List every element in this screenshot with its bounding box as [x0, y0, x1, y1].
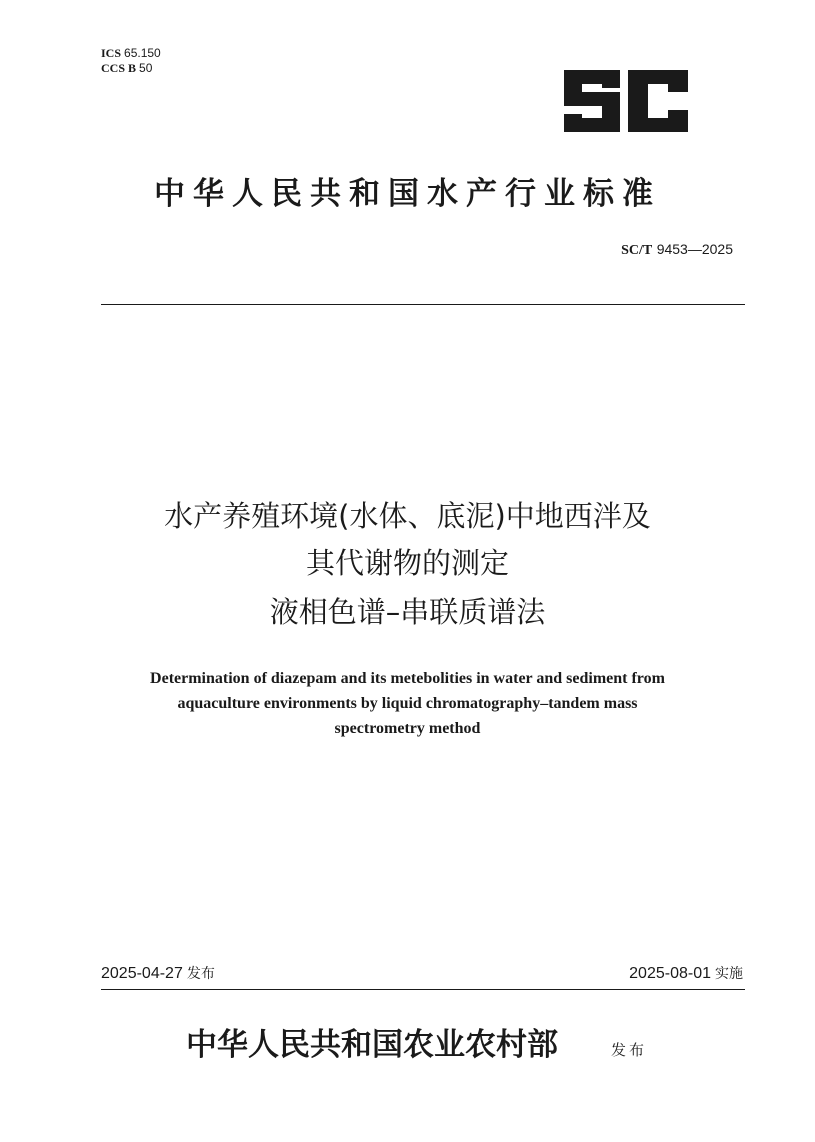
en-title-line-3: spectrometry method — [334, 720, 481, 737]
cn-title-line-3: 液相色谱–串联质谱法 — [269, 595, 546, 629]
publishing-ministry: 中华人民共和国农业农村部 — [186, 1027, 558, 1063]
ccs-code: 50 — [139, 61, 153, 75]
implement-date-suffix: 实施 — [715, 966, 743, 982]
cn-title-line-1: 水产养殖环境(水体、底泥)中地西泮及 — [164, 499, 651, 533]
standard-type-title: 中华人民共和国水产行业标准 — [154, 176, 661, 212]
standard-number-digits: 9453—2025 — [656, 241, 733, 257]
standard-number — [621, 240, 733, 260]
issue-date: 2025-04-27 — [101, 965, 183, 982]
top-divider — [101, 304, 745, 305]
ics-code: 65.150 — [124, 46, 161, 60]
ccs-code-line — [101, 61, 152, 75]
en-title-line-2: aquaculture environments by liquid chromatography–tandem mass — [177, 695, 638, 712]
publish-label: 发布 — [611, 1041, 648, 1059]
bottom-divider — [101, 989, 745, 990]
implement-date: 2025-08-01 — [629, 965, 711, 982]
issue-date-line — [101, 963, 215, 985]
en-title-line-1: Determination of diazepam and its metebolities in water and sediment from — [150, 670, 665, 687]
cn-title-line-2: 其代谢物的测定 — [305, 546, 509, 580]
issue-date-suffix: 发布 — [186, 966, 215, 982]
ccs-label: CCS B — [101, 61, 137, 75]
ics-label: ICS — [101, 46, 122, 60]
ics-code-line — [101, 46, 161, 60]
sc-logo — [562, 70, 690, 132]
standard-number-prefix: SC/T — [621, 243, 653, 258]
implement-date-line — [629, 963, 743, 985]
